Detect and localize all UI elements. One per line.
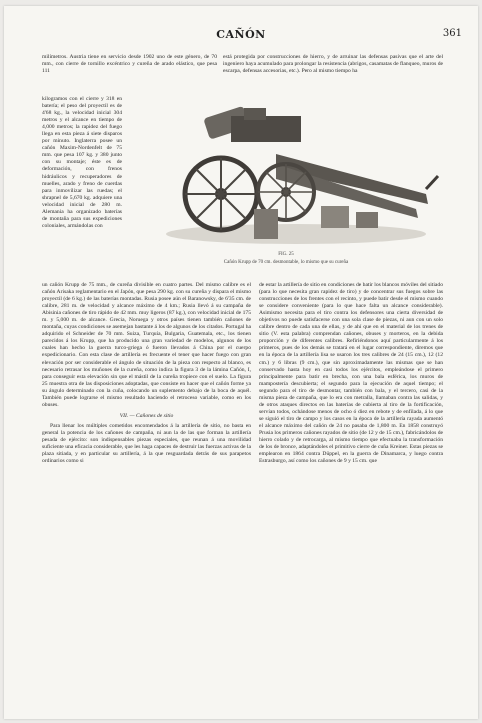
page-number: 361	[442, 28, 462, 39]
section-heading: VII. — Cañones de sitio	[119, 412, 174, 419]
running-title: CAÑÓN	[216, 28, 266, 41]
paragraph: milímetros. Austria tiene en servicio desde 1902 uno de este género, de 70 mm., con cierre de tornillo excéntrico y cureña de arado elástico, que pesa 111	[42, 54, 217, 75]
left-column-narrow	[42, 96, 122, 230]
paragraph: de estar la artillería de sitio en condiciones de batir los blancos móviles del sitiado (para lo que necesita gran rapidez de tiro) y de concentrar sus fuegos sobre las construcciones de los frentes con el recinto, y puede batir desde el mismo cuando se considere conveniente (para lo que hace falta un alcance considerable). Asimismo necesita para el tiro contra los defensores una cierta diversidad de objetivos no puede satisfacerse con una sola clase de piezas, ni aun con un solo calibre dentro de cada una de ellas, y de ahí que en el material de los trenes de sitio (V. esta palabra) comprendan cañones, obuses y morteros, en la debida proporción y de diferentes calibres. Refiriéndonos aquí particularmente á los primeros, pues de los demás se tratará en el lugar correspondiente, diremos que en la época de la artillería lisa se usaron los tres calibres de 24 (15 cm.), 12 (12 cm.) y 6 libras (9 cm.), que sin aproximadamente las mismas que se han conservado hasta hoy en casi todos los ejércitos, empleándose el primero principalmente para batir en brecha, con una bala esférica, los muros de mampostería descubierta; el segundo para la ejecución de aquel tiempo; el segundo para el tiro de desmontar, también con bala, y el tercero, casi de la misma pieza de campaña, que lo era con metralla, llamaban contra las salidas, y de otros ataques directos en las baterías de cubierta al tiro de la fortificación, servían todos, ochándose menos de ocho ó diez en rebote y de enfilada, á lo que se siguió el tiro de campo y los casos en la época de la artillería rayada aumentó el alcance máximo del cañón de 24 no pasaba de 1,800 m. En 1858 construyó Prusia los primeros cañones rayados de sitio (de 12 y de 15 cm.), fabricándolos de hierro colado y de retrocarga, al mismo tiempo que efectuaba la transformación de los de bronce, adaptándoles el primitivo cierre de cuña Kreiner. Estas piezas se emplearon en 1864 contra Düppel, en la guerra de Dinamarca, y luego contra Estrasburgo, así como los cañones de 9 y 15 cm. que	[259, 282, 443, 465]
right-column-bottom	[259, 282, 443, 465]
document-page	[4, 6, 478, 719]
left-column-top	[42, 54, 217, 75]
page-header	[4, 28, 478, 44]
left-column-bottom	[42, 282, 251, 465]
cannon-illustration	[126, 94, 446, 254]
figure-number: FIG. 25	[278, 252, 294, 257]
paragraph: Para llenar los múltiples cometidos encomendados á la artillería de sitio, no basta en general la potencia de los cañones de campaña, ni aun la de las que forman la artillería pesada de ejército: son indispensables piezas especiales, que reunan á una movilidad suficiente una eficacia considerable, que les haga capaces de destruir las fuerzas activas de la plaza sitiada, y en particular su artillería, á la que resguardada detrás de sus parapetos ordinarios como si	[42, 422, 251, 465]
paragraph: un cañón Krupp de 75 mm., de cureña divisible en cuatro partes. Del mismo calibre es el cañón Arisaka reglamentario en el Japón, que pesa 290 kg. con su cureña y dispara el mismo proyectil (de 6 kg.) de las baterías montadas. Rusia posee aún el Baranowsky, de 6'35 cm. de calibre, 281 m. de velocidad y alcance máximo de 4 km.; Rusia llevó á su campaña de Abisinia cañones de tiro rápido de 42 mm. muy ligeros (87 kg.), con velocidad inicial de 175 m. y 5,000 m. de alcance. Grecia, Noruega y otros países tienen también cañones de montaña, cuyas condiciones se asemejan bastante á los de algunos de los citados. Portugal ha adquirido el Schneider de 70 mm. Suiza, Turquía, Bulgaria, Guatemala, etc., los tienen parecidos á los Krupp, que ha producido una gran variedad de modelos, algunos de los cuales han hecho la guerra turco-griega ó fueron llevados á China por el cuerpo expedicionario. Con esta clase de artillería es frecuente el tener que hacer fuego con gran elevación por ser considerable el ángulo de situación de la pieza con respecto al blanco, es necesario retrasar los muñones de la cureña, como indica la figura 3 de la lámina Cañón, I, para conseguir esta elevación sin que el mástil de la cureña tropiece con el suelo. La figura 25 muestra otra de las disposiciones adoptadas, que consiste en hacer que el cañón forme ya su ángulo determinado con la cuña, colocando un suplemento debajo de la boca de aquél. También puede lograrse el mismo resultado haciendo el retroceso variable, como en los obuses.	[42, 282, 251, 408]
figure-caption	[126, 252, 446, 265]
paragraph: kilogramos con el cierre y 318 en batería; el peso del proyectil es de 4'68 kg., la velocidad inicial 304 metros y el alcance en tiempo de 4,000 metros; la rapidez del fuego llega en esta pieza á siete disparos por minuto. Inglaterra posee un cañón Maxim-Nordenfelt de 75 mm. que pesa 107 kg. y 380 junto con su montaje; éste es de deformación, con frenos hidráulicos y recuperadores de muelles, arado y freno de cuerdas para inmovilizar las ruedas; el shrapnel de 5,670 kg. adquiere una velocidad inicial de 280 m. Alemania ha organizado baterías de montaña para sus expediciones coloniales, armándolas con	[42, 96, 122, 229]
paragraph: está protegida por construcciones de hierro, y de arruinar las defensas pasivas que el arte del ingeniero haya acumulado para prolongar la resistencia (abrigos, casamatas de flanqueo, muros de escarpa, defensas accesorias, etc.). Pero al mismo tiempo ha	[223, 54, 443, 75]
caption-text: Cañón Krupp de 70 cm. desmontable, lo mismo que su cureña	[223, 260, 349, 265]
right-column-top	[223, 54, 443, 75]
